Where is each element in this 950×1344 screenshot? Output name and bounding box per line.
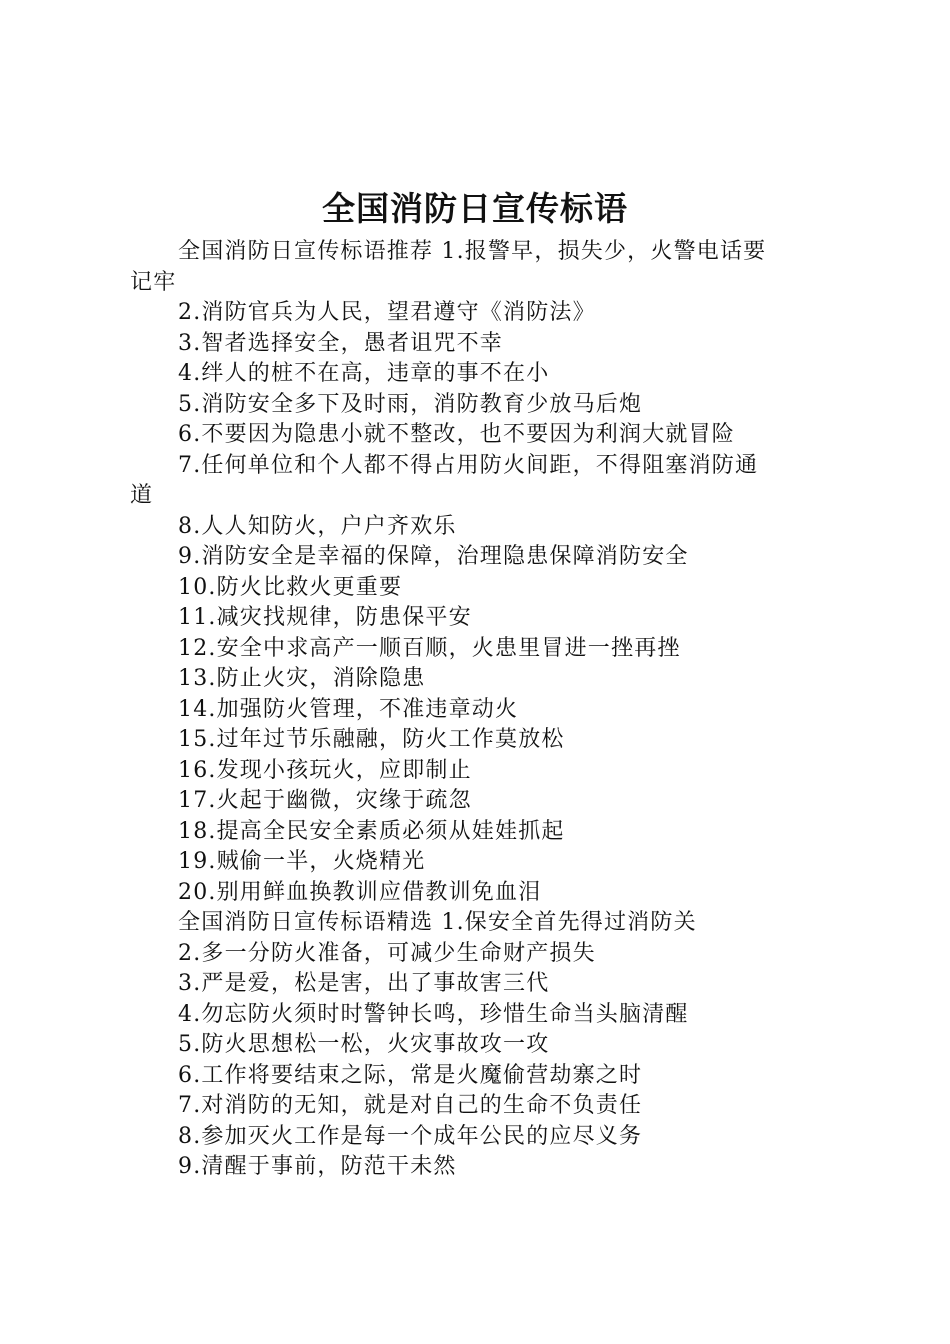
- paragraph-line: 3.智者选择安全，愚者诅咒不幸: [178, 330, 503, 356]
- paragraph: [130, 939, 835, 970]
- paragraph: [130, 725, 835, 756]
- paragraph-line: 11.减灾找规律，防患保平安: [178, 605, 472, 630]
- paragraph-line: 10.防火比救火更重要: [178, 574, 403, 600]
- paragraph: [130, 878, 835, 909]
- paragraph-line: 8.参加灭火工作是每一个成年公民的应尽义务: [178, 1123, 643, 1149]
- paragraph: [130, 969, 835, 1000]
- paragraph-line: 12.安全中求高产一顺百顺，火患里冒进一挫再挫: [178, 635, 681, 661]
- paragraph: [130, 786, 835, 817]
- paragraph: [130, 298, 835, 329]
- document-body: [130, 237, 835, 1183]
- paragraph: [130, 817, 835, 848]
- paragraph-line: 17.火起于幽微，灾缘于疏忽: [178, 788, 472, 813]
- paragraph-line: 18.提高全民安全素质必须从娃娃抓起: [178, 818, 565, 844]
- paragraph-line: 13.防止火灾，消除隐患: [178, 666, 426, 691]
- paragraph-line: 7.对消防的无知，就是对自己的生命不负责任: [178, 1093, 643, 1118]
- paragraph-line: 15.过年过节乐融融，防火工作莫放松: [178, 727, 565, 752]
- paragraph: [130, 847, 835, 878]
- paragraph: [130, 756, 835, 787]
- paragraph-line: 6.工作将要结束之际，常是火魔偷营劫寨之时: [178, 1062, 643, 1088]
- paragraph: [130, 1091, 835, 1122]
- paragraph: [130, 695, 835, 726]
- paragraph: [130, 573, 835, 604]
- paragraph-line: 全国消防日宣传标语精选 1.保安全首先得过消防关: [178, 910, 697, 935]
- paragraph: [130, 237, 835, 298]
- paragraph: [130, 451, 835, 512]
- paragraph-line: 8.人人知防火，户户齐欢乐: [178, 513, 457, 539]
- paragraph-line: 16.发现小孩玩火，应即制止: [178, 757, 472, 783]
- paragraph-line: 9.清醒于事前，防范干未然: [178, 1154, 457, 1179]
- paragraph-line: 2.消防官兵为人民，望君遵守《消防法》: [178, 300, 596, 325]
- paragraph: [130, 390, 835, 421]
- paragraph-line: 14.加强防火管理，不准违章动火: [178, 696, 519, 722]
- paragraph: [130, 1152, 835, 1183]
- paragraph: [130, 420, 835, 451]
- paragraph: [130, 908, 835, 939]
- paragraph: [130, 359, 835, 390]
- paragraph-line: 2.多一分防火准备，可减少生命财产损失: [178, 940, 596, 966]
- paragraph-line: 20.别用鲜血换教训应借教训免血泪: [178, 879, 542, 905]
- paragraph-line: 4.勿忘防火须时时警钟长鸣，珍惜生命当头脑清醒: [178, 1001, 689, 1027]
- paragraph: [130, 603, 835, 634]
- paragraph-line: 5.消防安全多下及时雨，消防教育少放马后炮: [178, 391, 643, 417]
- paragraph: [130, 1061, 835, 1092]
- paragraph: [130, 329, 835, 360]
- paragraph-line: 7.任何单位和个人都不得占用防火间距，不得阻塞消防通: [178, 452, 759, 478]
- paragraph-line: 9.消防安全是幸福的保障，治理隐患保障消防安全: [178, 544, 689, 569]
- paragraph-line: 6.不要因为隐患小就不整改，也不要因为利润大就冒险: [178, 422, 735, 447]
- paragraph: [130, 542, 835, 573]
- document-title: 全国消防日宣传标语: [322, 189, 628, 228]
- paragraph-line: 全国消防日宣传标语推荐 1.报警早，损失少，火警电话要: [178, 239, 767, 264]
- paragraph: [130, 1122, 835, 1153]
- paragraph: [130, 512, 835, 543]
- paragraph-line-continued: 记牢: [130, 269, 177, 295]
- paragraph-line: 3.严是爱，松是害，出了事故害三代: [178, 971, 550, 996]
- paragraph: [130, 634, 835, 665]
- paragraph: [130, 1030, 835, 1061]
- paragraph-line: 5.防火思想松一松，火灾事故攻一攻: [178, 1032, 550, 1057]
- paragraph: [130, 664, 835, 695]
- paragraph: [130, 1000, 835, 1031]
- paragraph-line-continued: 道: [130, 483, 154, 508]
- paragraph-line: 19.贼偷一半，火烧精光: [178, 849, 426, 874]
- paragraph-line: 4.绊人的桩不在高，违章的事不在小: [178, 361, 550, 386]
